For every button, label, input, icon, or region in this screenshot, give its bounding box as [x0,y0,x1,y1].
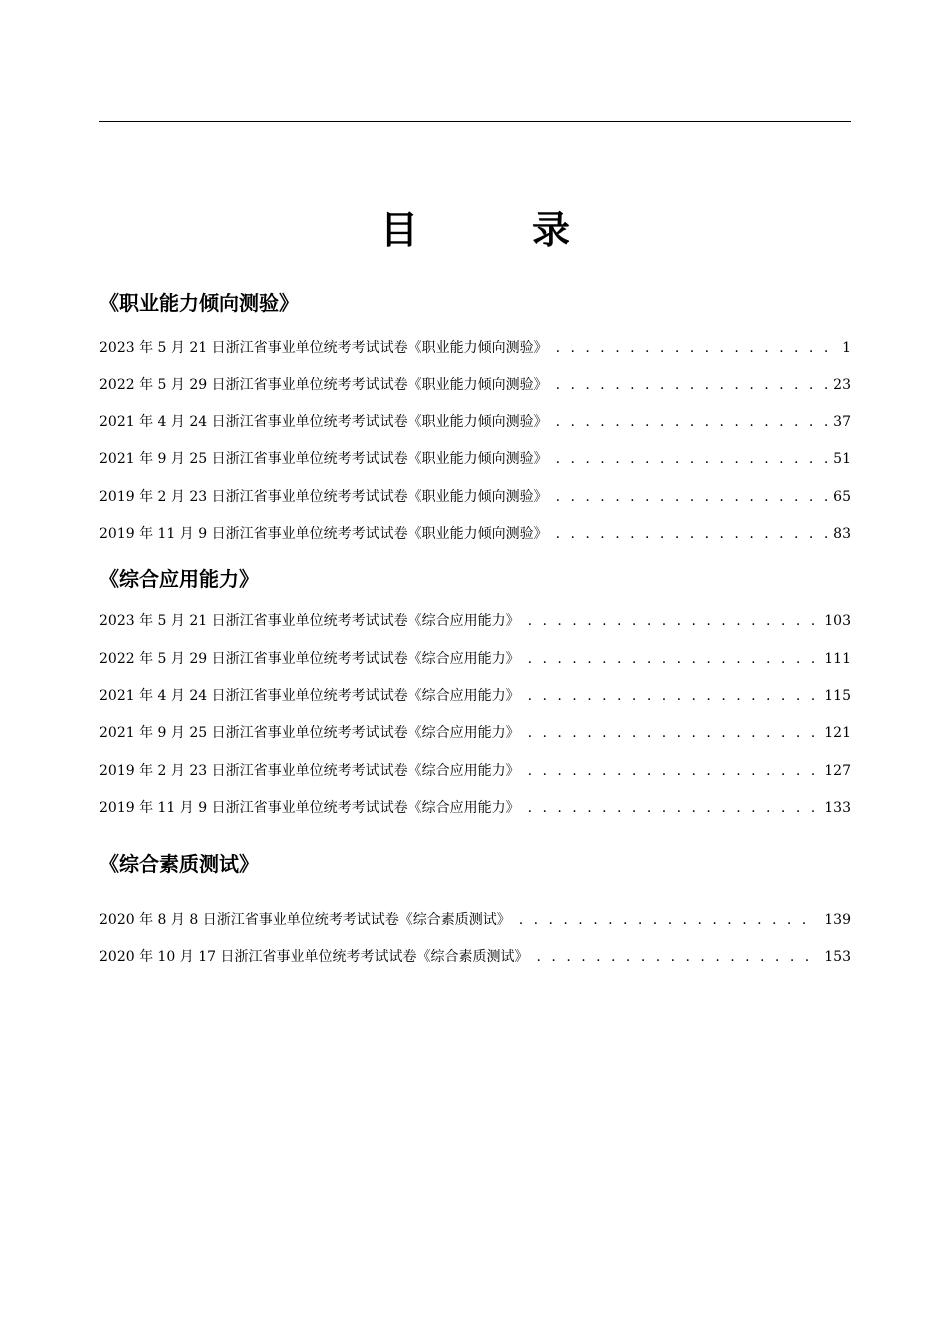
dot-leader [528,685,819,707]
toc-page-number: 115 [824,688,851,704]
toc-entry[interactable] [99,411,851,433]
toc-entry-title: 2023 年 5 月 21 日浙江省事业单位统考考试试卷《综合应用能力》 [99,613,520,629]
toc-page-number: 127 [824,763,851,779]
toc-entry-title: 2019 年 2 月 23 日浙江省事业单位统考考试试卷《职业能力倾向测验》 [99,489,548,505]
toc-page-number: 121 [824,725,851,741]
toc-page-number: 1 [842,340,851,356]
toc-entry[interactable] [99,523,851,545]
toc-entry-title: 2020 年 10 月 17 日浙江省事业单位统考考试试卷《综合素质测试》 [99,949,529,965]
toc-entry[interactable] [99,337,851,359]
dot-leader [556,486,828,508]
toc-page-number: 153 [824,949,851,965]
toc-entry-title: 2021 年 9 月 25 日浙江省事业单位统考考试试卷《综合应用能力》 [99,725,520,741]
dot-leader [556,523,828,545]
toc-entry-title: 2021 年 4 月 24 日浙江省事业单位统考考试试卷《综合应用能力》 [99,688,520,704]
dot-leader [556,374,828,396]
dot-leader [528,760,819,782]
toc-page-number: 111 [824,651,851,667]
dot-leader [537,946,819,968]
toc-entry[interactable] [99,374,851,396]
toc-title: 目 录 [379,208,608,252]
header-rule [99,121,851,122]
section-heading-applied: 《综合应用能力》 [99,567,259,591]
toc-entry-title: 2022 年 5 月 29 日浙江省事业单位统考考试试卷《综合应用能力》 [99,651,520,667]
toc-entry-title: 2022 年 5 月 29 日浙江省事业单位统考考试试卷《职业能力倾向测验》 [99,377,548,393]
toc-entry-title: 2023 年 5 月 21 日浙江省事业单位统考考试试卷《职业能力倾向测验》 [99,340,548,356]
toc-entry[interactable] [99,448,851,470]
toc-entry[interactable] [99,946,851,968]
dot-leader [556,411,828,433]
toc-page-number: 139 [824,912,851,928]
toc-page-number: 83 [833,526,851,542]
dot-leader [528,610,819,632]
dot-leader [519,909,819,931]
toc-entry-title: 2019 年 2 月 23 日浙江省事业单位统考考试试卷《综合应用能力》 [99,763,520,779]
dot-leader [556,448,828,470]
dot-leader [556,337,836,359]
toc-entry-title: 2019 年 11 月 9 日浙江省事业单位统考考试试卷《综合应用能力》 [99,800,520,816]
toc-entry-title: 2020 年 8 月 8 日浙江省事业单位统考考试试卷《综合素质测试》 [99,912,511,928]
toc-entry-title: 2021 年 9 月 25 日浙江省事业单位统考考试试卷《职业能力倾向测验》 [99,451,548,467]
toc-page-number: 133 [824,800,851,816]
toc-entry[interactable] [99,722,851,744]
toc-page-number: 23 [833,377,851,393]
toc-page-number: 65 [833,489,851,505]
section-heading-aptitude: 《职业能力倾向测验》 [99,291,299,315]
toc-entry-title: 2019 年 11 月 9 日浙江省事业单位统考考试试卷《职业能力倾向测验》 [99,526,548,542]
toc-entry[interactable] [99,685,851,707]
toc-page-number: 37 [833,414,851,430]
dot-leader [528,648,819,670]
toc-entry[interactable] [99,797,851,819]
toc-entry[interactable] [99,760,851,782]
toc-entry[interactable] [99,486,851,508]
dot-leader [528,797,819,819]
section-heading-quality: 《综合素质测试》 [99,852,259,876]
toc-page-number: 103 [824,613,851,629]
dot-leader [528,722,819,744]
toc-entry[interactable] [99,648,851,670]
toc-entry-title: 2021 年 4 月 24 日浙江省事业单位统考考试试卷《职业能力倾向测验》 [99,414,548,430]
toc-entry[interactable] [99,610,851,632]
toc-entry[interactable] [99,909,851,931]
toc-page-number: 51 [833,451,851,467]
